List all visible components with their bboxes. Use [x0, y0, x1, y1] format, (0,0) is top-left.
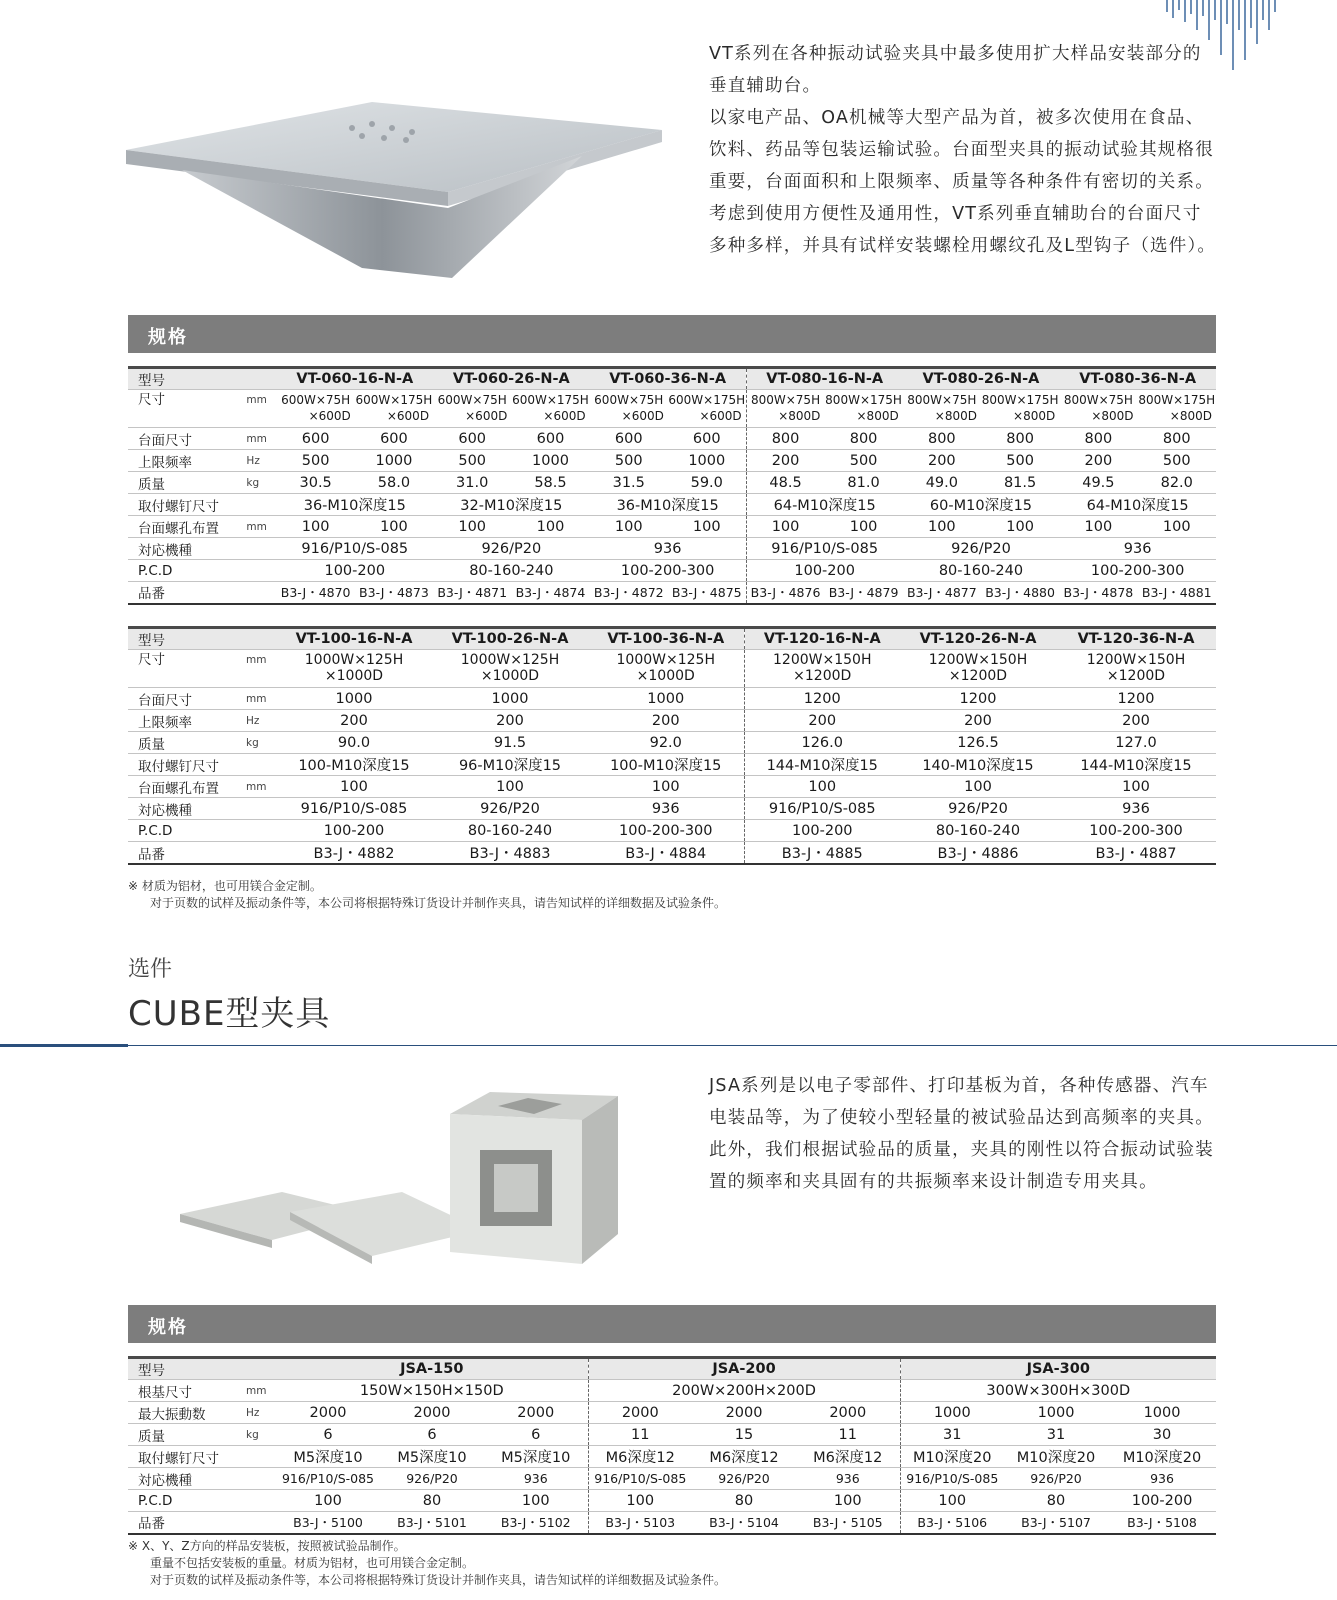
model-header: VT-080-26-N-A — [903, 368, 1060, 390]
note-line: ※ X、Y、Z方向的样品安装板，按照被试验品制作。 — [128, 1539, 406, 1553]
model-header: VT-120-26-N-A — [900, 628, 1056, 650]
jsa-description — [709, 1070, 1219, 1198]
note-line: 重量不包括安装板的重量。材质为铝材，也可用镁合金定制。 — [150, 1556, 475, 1570]
table-row: 型号 JSA-150 JSA-200 JSA-300 — [128, 1358, 1216, 1380]
vt-table-image — [122, 88, 678, 284]
spec-header-bar — [128, 315, 1216, 353]
jsa-spec-table — [128, 1356, 1216, 1535]
table-row: 台面螺孔布置 mm 100 100 100 100 100 100 — [128, 776, 1216, 798]
table-row: 质量 kg 6 6 6 11 15 11 31 31 30 — [128, 1424, 1216, 1446]
model-header: VT-100-36-N-A — [588, 628, 744, 650]
table-row: 取付螺钉尺寸 100-M10深度15 96-M10深度15 100-M10深度15 144-M10深度15 140-M10深度15 144-M10深度15 — [128, 754, 1216, 776]
vt-spec-table-1 — [128, 366, 1216, 605]
note-line: ※ 材质为铝材，也可用镁合金定制。 — [128, 879, 322, 893]
table-row: 取付螺钉尺寸 M5深度10 M5深度10 M5深度10 M6深度12 M6深度12 M6深度12 M10深度20 M10深度20 M10深度20 — [128, 1446, 1216, 1468]
model-header: VT-120-16-N-A — [744, 628, 900, 650]
table-row: 台面尺寸 mm 1000 1000 1000 1200 1200 1200 — [128, 688, 1216, 710]
vt-notes — [128, 878, 726, 912]
model-header: JSA-300 — [900, 1358, 1216, 1380]
table-row: P.C.D 100-200 80-160-240 100-200-300 100-200 80-160-240 100-200-300 — [128, 560, 1216, 582]
table-row: 対応機種 916/P10/S-085 926/P20 936 916/P10/S-085 926/P20 936 916/P10/S-085 926/P20 936 — [128, 1468, 1216, 1490]
note-line: 对于页数的试样及振动条件等，本公司将根据特殊订货设计并制作夹具，请告知试样的详细数据及试验条件。 — [150, 1573, 727, 1587]
jsa-desc-para: 此外，我们根据试验品的质量，夹具的刚性以符合振动试验装置的频率和夹具固有的共振频率来设计制造专用夹具。 — [709, 1140, 1214, 1192]
vt-desc-para: 考虑到使用方便性及通用性，VT系列垂直辅助台的台面尺寸多种多样，并具有试样安装螺栓用螺纹孔及L型钩子（选件）。 — [709, 204, 1217, 256]
spec-header-title: 规格 — [148, 327, 188, 348]
section-rule-accent — [0, 1044, 128, 1047]
model-header: JSA-200 — [588, 1358, 900, 1380]
table-row: 台面螺孔布置 mm 100 100 100 100 100 100 100 100 100 100 100 100 — [128, 516, 1216, 538]
model-header: VT-100-16-N-A — [276, 628, 432, 650]
model-header: VT-080-16-N-A — [746, 368, 903, 390]
vt-desc-para: 以家电产品、OA机械等大型产品为首，被多次使用在食品、饮料、药品等包装运输试验。台面型夹具的振动试验其规格很重要，台面面积和上限频率、质量等各种条件有密切的关系。 — [709, 108, 1214, 192]
table-row: 台面尺寸 mm 600 600 600 600 600 600 800 800 800 800 800 800 — [128, 428, 1216, 450]
table-row: 最大振動数 Hz 2000 2000 2000 2000 2000 2000 1000 1000 1000 — [128, 1402, 1216, 1424]
table-row — [128, 368, 1216, 390]
table-row: 上限频率 Hz 500 1000 500 1000 500 1000 200 500 200 500 200 500 — [128, 450, 1216, 472]
model-header: VT-060-26-N-A — [433, 368, 590, 390]
unit-label: mm — [246, 390, 276, 428]
model-header: VT-100-26-N-A — [432, 628, 588, 650]
section-rule — [128, 1045, 1337, 1046]
vt-description — [709, 38, 1219, 262]
option-title: CUBE型夹具 — [128, 994, 331, 1034]
table-row: 上限频率 Hz 200 200 200 200 200 200 — [128, 710, 1216, 732]
table-row: P.C.D 100-200 80-160-240 100-200-300 100-200 80-160-240 100-200-300 — [128, 820, 1216, 842]
table-row: 质量 kg 90.0 91.5 92.0 126.0 126.5 127.0 — [128, 732, 1216, 754]
table-row: 尺寸 mm 1000W×125H ×1000D 1000W×125H ×1000D 1000W×125H ×1000D 1200W×150H ×1200D 1200W×150H ×1200D 1200W×150H ×1200D — [128, 650, 1216, 688]
model-header: JSA-150 — [276, 1358, 588, 1380]
table-row: P.C.D 100 80 100 100 80 100 100 80 100-200 — [128, 1490, 1216, 1512]
option-label: 选件 — [128, 957, 173, 982]
vt-desc-para: VT系列在各种振动试验夹具中最多使用扩大样品安装部分的垂直辅助台。 — [709, 44, 1202, 96]
note-line: 对于页数的试样及振动条件等，本公司将根据特殊订货设计并制作夹具，请告知试样的详细数据及试验条件。 — [150, 896, 727, 910]
table-row: 品番 B3-J・4882 B3-J・4883 B3-J・4884 B3-J・4885 B3-J・4886 B3-J・4887 — [128, 842, 1216, 865]
spec-header-title: 规格 — [148, 1317, 188, 1338]
table-row: 品番 B3-J・5100 B3-J・5101 B3-J・5102 B3-J・5103 B3-J・5104 B3-J・5105 B3-J・5106 B3-J・5107 B3-J・5108 — [128, 1512, 1216, 1534]
row-label: 型号 — [128, 368, 246, 390]
table-row: 型号 VT-100-16-N-A VT-100-26-N-A VT-100-36-N-A VT-120-16-N-A VT-120-26-N-A VT-120-36-N-A — [128, 628, 1216, 650]
vt-spec-table-2 — [128, 626, 1216, 865]
row-label: 尺寸 — [128, 390, 246, 428]
model-header: VT-060-16-N-A — [277, 368, 434, 390]
model-header: VT-120-36-N-A — [1056, 628, 1216, 650]
model-header: VT-080-36-N-A — [1059, 368, 1216, 390]
jsa-desc-para: JSA系列是以电子零部件、打印基板为首，各种传感器、汽车电装品等，为了使较小型轻量的被试验品达到高频率的夹具。 — [709, 1076, 1214, 1128]
spec-header-bar — [128, 1305, 1216, 1343]
model-header: VT-060-36-N-A — [590, 368, 747, 390]
table-row: 质量 kg 30.5 58.0 31.0 58.5 31.5 59.0 48.5 81.0 49.0 81.5 49.5 82.0 — [128, 472, 1216, 494]
table-row: 品番 B3-J・4870 B3-J・4873 B3-J・4871 B3-J・4874 B3-J・4872 B3-J・4875 B3-J・4876 B3-J・4879 B3-J・4877 B3-J・4880 B3-J・4878 B3-J・4881 — [128, 582, 1216, 604]
cube-jig-image — [172, 1084, 632, 1284]
table-row: 対応機種 916/P10/S-085 926/P20 936 916/P10/S-085 926/P20 936 — [128, 538, 1216, 560]
table-row: 根基尺寸 mm 150W×150H×150D 200W×200H×200D 300W×300H×300D — [128, 1380, 1216, 1402]
table-row: 取付螺钉尺寸 36-M10深度15 32-M10深度15 36-M10深度15 64-M10深度15 60-M10深度15 64-M10深度15 — [128, 494, 1216, 516]
table-row: 対応機種 916/P10/S-085 926/P20 936 916/P10/S-085 926/P20 936 — [128, 798, 1216, 820]
jsa-notes — [128, 1538, 726, 1589]
table-row: 尺寸 mm 600W×75H ×600D 600W×175H ×600D 600W×75H ×600D 600W×175H ×600D 600W×75H ×600D 600W×175H ×600D 800W×75H ×800D 800W×175H ×800D 800W×75H ×800D 800W×175H ×800D 800W×75H ×800D 800W×175H ×800D — [128, 390, 1216, 428]
